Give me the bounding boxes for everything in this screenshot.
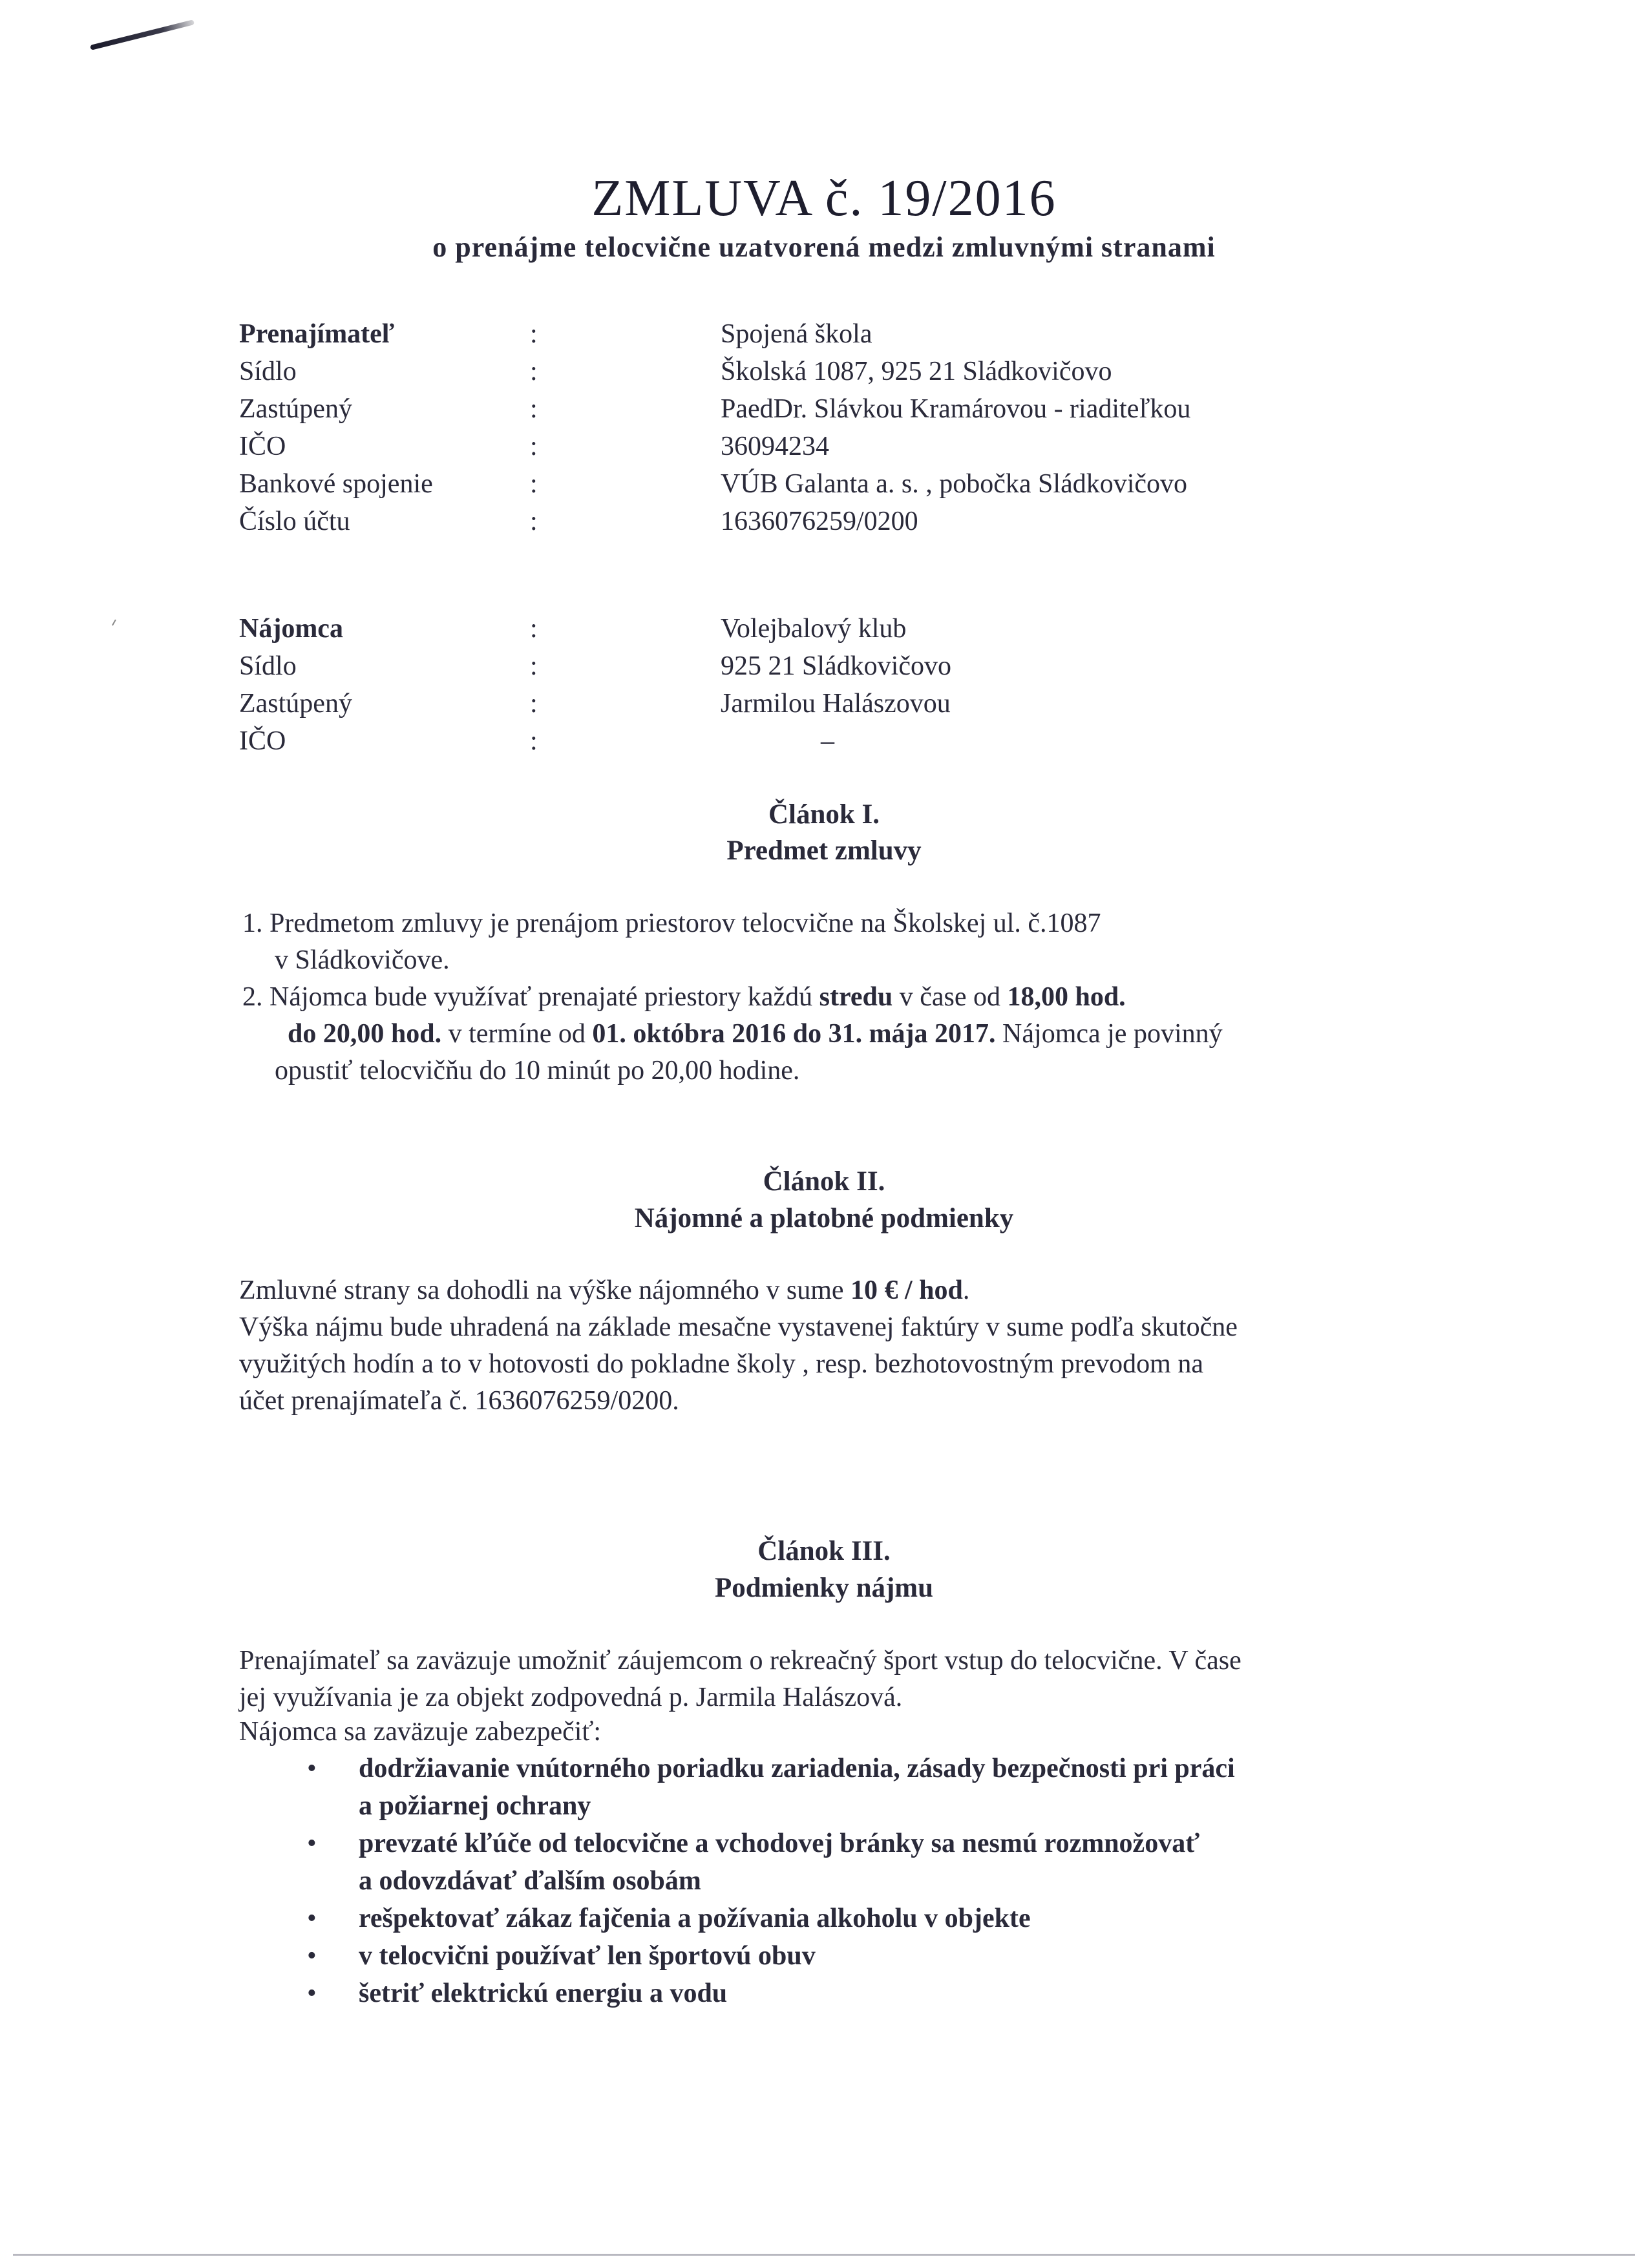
landlord-row <box>239 390 1402 428</box>
field-value: 925 21 Sládkovičovo <box>721 651 951 681</box>
text-run: v čase od <box>893 982 1008 1012</box>
list-item-text: rešpektovať zákaz fajčenia a požívania alkoholu v objekte <box>359 1904 1031 1933</box>
field-value: Školská 1087, 925 21 Sládkovičovo <box>721 357 1112 386</box>
tenant-row <box>239 610 1402 647</box>
article-2-subheading: Nájomné a platobné podmienky <box>634 1203 1014 1234</box>
article-2-line-1 <box>239 1272 969 1309</box>
article-1-point-2 <box>242 978 1126 1016</box>
article-1-point-2-end: opustiť telocvičňu do 10 minút po 20,00 hodine. <box>275 1056 800 1086</box>
field-value: – <box>821 726 834 756</box>
field-label: Zastúpený <box>239 394 352 424</box>
text-run: v termíne od <box>441 1019 593 1049</box>
list-item <box>304 1900 1532 1937</box>
field-separator: : <box>530 432 538 461</box>
field-label: IČO <box>239 432 286 461</box>
text-run: Zmluvné strany sa dohodli na výške nájomného v sume <box>239 1276 851 1305</box>
list-item <box>304 1750 1532 1825</box>
article-2-heading: Článok II. <box>763 1166 885 1197</box>
tenant-block <box>239 610 1402 760</box>
landlord-row <box>239 465 1402 503</box>
field-value: Spojená škola <box>721 319 872 349</box>
text-run-bold: do 20,00 hod. <box>288 1019 442 1049</box>
tenant-row <box>239 685 1402 722</box>
field-label: Bankové spojenie <box>239 469 433 499</box>
text-run-bold: 18,00 hod. <box>1007 982 1126 1012</box>
field-value: 36094234 <box>721 432 829 461</box>
field-label: IČO <box>239 726 286 756</box>
text-run: 2. Nájomca bude využívať prenajaté priestory každú <box>242 982 819 1012</box>
tenant-row <box>239 647 1402 685</box>
article-1-heading: Článok I. <box>768 799 880 830</box>
article-2-line-3: využitých hodín a to v hotovosti do pokladne školy , resp. bezhotovostným prevodom na <box>239 1349 1203 1379</box>
list-item-text: šetriť elektrickú energiu a vodu <box>359 1979 728 2008</box>
field-label: Nájomca <box>239 614 343 644</box>
field-label: Číslo účtu <box>239 507 350 536</box>
article-1-point-2-cont <box>288 1015 1223 1053</box>
landlord-row <box>239 503 1402 540</box>
field-label: Prenajímateľ <box>239 319 395 349</box>
field-value: PaedDr. Slávkou Kramárovou - riaditeľkou <box>721 394 1191 424</box>
pen-mark <box>90 19 195 50</box>
article-1-subheading: Predmet zmluvy <box>726 835 922 866</box>
article-2-line-2: Výška nájmu bude uhradená na základe mesačne vystavenej faktúry v sume podľa skutočne <box>239 1312 1238 1342</box>
article-1-point-1: 1. Predmetom zmluvy je prenájom priestorov telocvične na Školskej ul. č.1087 <box>242 908 1101 938</box>
list-item <box>304 1975 1532 2012</box>
scan-speck <box>112 620 120 628</box>
article-3-heading: Článok III. <box>757 1536 891 1566</box>
article-3-line-3: Nájomca sa zaväzuje zabezpečiť: <box>239 1717 602 1747</box>
list-item-text: a požiarnej ochrany <box>359 1791 591 1821</box>
text-run: . <box>962 1276 970 1305</box>
list-item-text: v telocvični používať len športovú obuv <box>359 1941 816 1971</box>
text-run-bold: 10 € / hod <box>850 1276 963 1305</box>
field-separator: : <box>530 726 538 756</box>
landlord-block <box>239 315 1402 540</box>
field-separator: : <box>530 614 538 644</box>
bullet-icon: • <box>307 1904 317 1933</box>
tenant-row <box>239 722 1402 760</box>
field-label: Sídlo <box>239 357 297 386</box>
article-1-point-1-cont: v Sládkovičove. <box>275 945 450 975</box>
landlord-row <box>239 428 1402 465</box>
field-value: Volejbalový klub <box>721 614 907 644</box>
list-item-text: prevzaté kľúče od telocvične a vchodovej bránky sa nesmú rozmnožovať <box>359 1829 1200 1858</box>
text-run-bold: 01. októbra 2016 do 31. mája 2017. <box>592 1019 996 1049</box>
bullet-icon: • <box>307 1941 317 1971</box>
field-separator: : <box>530 689 538 719</box>
field-separator: : <box>530 319 538 349</box>
landlord-row <box>239 315 1402 353</box>
list-item <box>304 1937 1532 1975</box>
field-value: 1636076259/0200 <box>721 507 918 536</box>
obligations-list <box>304 1750 1532 2012</box>
bullet-icon: • <box>307 1754 317 1783</box>
field-label: Zastúpený <box>239 689 352 719</box>
article-3-line-1: Prenajímateľ sa zaväzuje umožniť záujemcom o rekreačný šport vstup do telocvične. V čase <box>239 1646 1241 1675</box>
field-separator: : <box>530 394 538 424</box>
bullet-icon: • <box>307 1979 317 2008</box>
scan-edge-line <box>13 2254 1635 2256</box>
list-item <box>304 1825 1532 1900</box>
text-run-bold: stredu <box>819 982 893 1012</box>
list-item-text: a odovzdávať ďalším osobám <box>359 1866 701 1896</box>
field-value: Jarmilou Halászovou <box>721 689 951 719</box>
article-2-line-4: účet prenajímateľa č. 1636076259/0200. <box>239 1386 679 1416</box>
landlord-row <box>239 353 1402 390</box>
field-value: VÚB Galanta a. s. , pobočka Sládkovičovo <box>721 469 1188 499</box>
field-separator: : <box>530 651 538 681</box>
contract-subtitle: o prenájme telocvične uzatvorená medzi zmluvnými stranami <box>432 231 1216 263</box>
field-separator: : <box>530 469 538 499</box>
field-separator: : <box>530 357 538 386</box>
field-separator: : <box>530 507 538 536</box>
contract-title: ZMLUVA č. 19/2016 <box>591 170 1057 227</box>
bullet-icon: • <box>307 1829 317 1858</box>
article-3-subheading: Podmienky nájmu <box>714 1573 934 1603</box>
article-3-line-2: jej využívania je za objekt zodpovedná p. Jarmila Halászová. <box>239 1683 903 1712</box>
field-label: Sídlo <box>239 651 297 681</box>
list-item-text: dodržiavanie vnútorného poriadku zariadenia, zásady bezpečnosti pri práci <box>359 1754 1235 1783</box>
text-run: Nájomca je povinný <box>995 1019 1223 1049</box>
